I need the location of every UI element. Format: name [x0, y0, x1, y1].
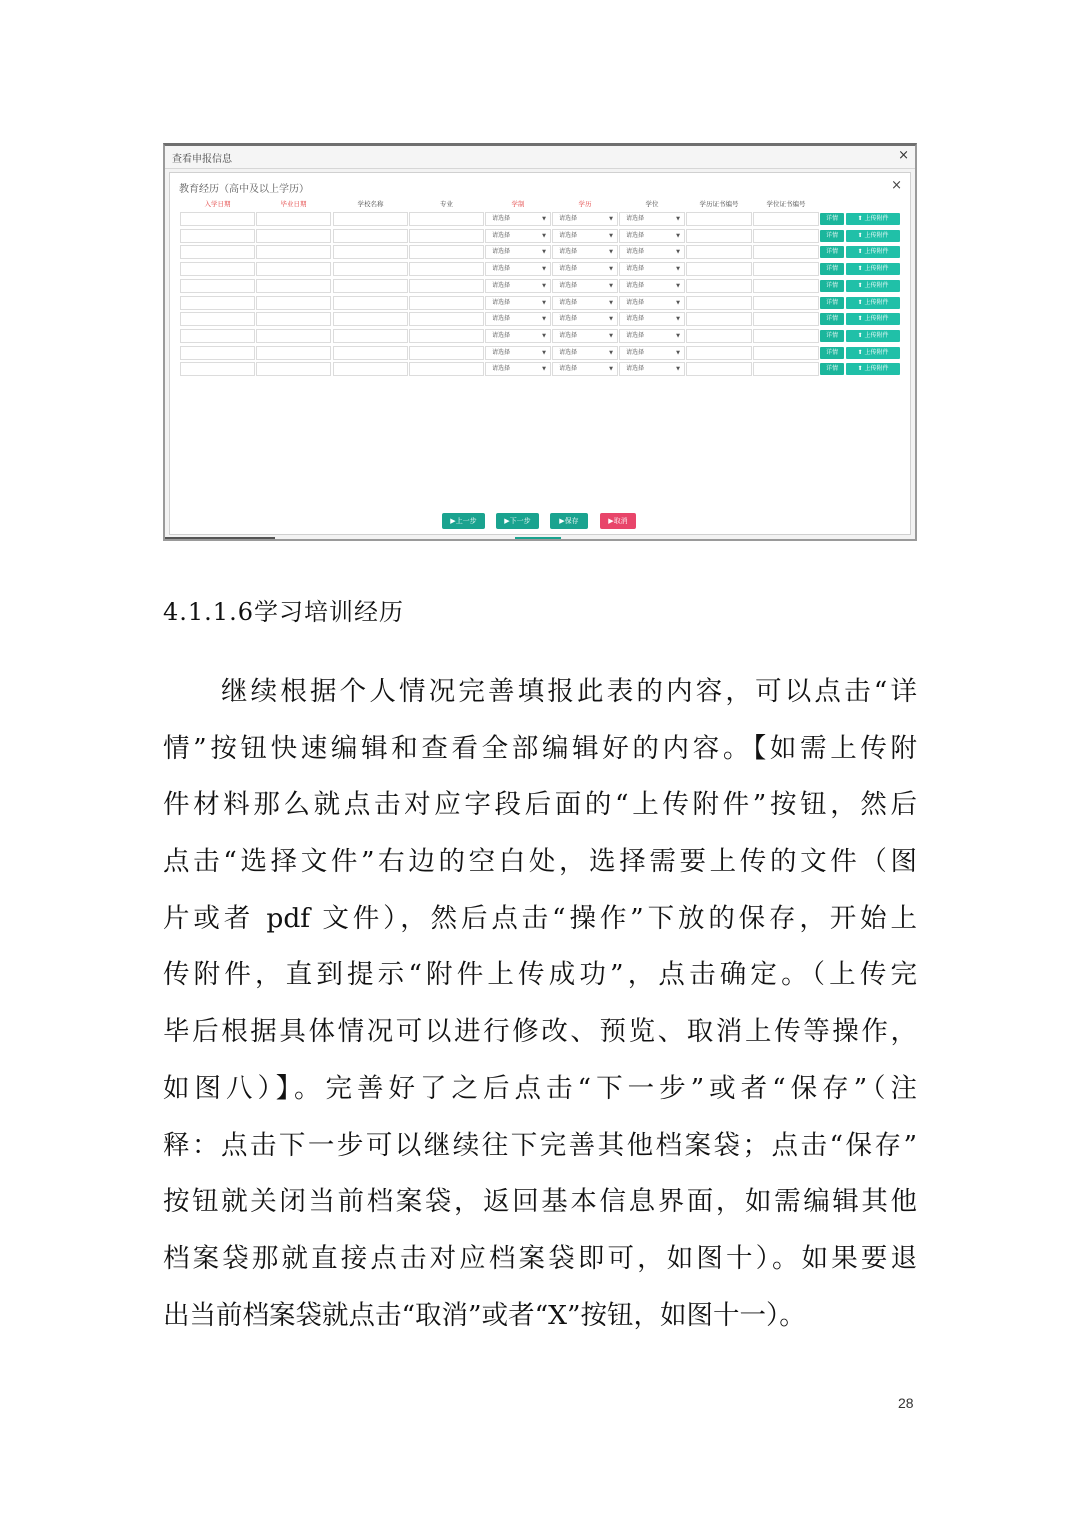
cancel-label: 取消 [613, 517, 628, 525]
upload-icon: ⬆ [857, 265, 865, 273]
table-row [180, 311, 910, 328]
select-field[interactable] [485, 346, 551, 360]
caret-down-icon: ▼ [542, 366, 546, 373]
column-header: 学历证书编号 [699, 200, 739, 208]
select-field[interactable] [619, 212, 685, 226]
screenshot-figure [163, 143, 917, 541]
text-field[interactable] [409, 362, 484, 376]
text-field[interactable] [180, 329, 255, 343]
select-field[interactable] [552, 245, 618, 259]
caret-down-icon: ▼ [542, 349, 546, 356]
scroll-indicator-accent [515, 537, 561, 539]
upload-attachment-button[interactable] [846, 313, 900, 325]
text-field[interactable] [686, 296, 752, 310]
select-field[interactable] [552, 362, 618, 376]
caret-down-icon: ▼ [609, 316, 613, 323]
upload-label: 上传附件 [864, 365, 889, 373]
detail-button[interactable]: 详情 [820, 363, 844, 375]
text-field[interactable] [256, 362, 331, 376]
caret-down-icon: ▼ [609, 332, 613, 339]
text-field[interactable] [333, 329, 408, 343]
cancel-button[interactable]: ▶取消 [600, 513, 636, 529]
select-value: 请选择 [492, 265, 511, 273]
text-field[interactable] [686, 312, 752, 326]
upload-attachment-button[interactable] [846, 246, 900, 258]
upload-attachment-button[interactable] [846, 213, 900, 225]
table-row [180, 211, 910, 228]
text-field[interactable] [686, 279, 752, 293]
select-field[interactable] [485, 296, 551, 310]
upload-icon: ⬆ [857, 231, 865, 239]
select-value: 请选择 [492, 281, 511, 289]
next-step-button[interactable]: ▶下一步 [496, 513, 539, 529]
upload-attachment-button[interactable] [846, 330, 900, 342]
caret-down-icon: ▼ [609, 366, 613, 373]
select-value: 请选择 [559, 298, 578, 306]
caret-down-icon: ▼ [542, 216, 546, 222]
text-field[interactable] [753, 362, 819, 376]
text-field[interactable] [333, 279, 408, 293]
select-value: 请选择 [559, 231, 578, 239]
detail-button[interactable]: 详情 [820, 280, 844, 292]
caret-down-icon: ▼ [609, 232, 613, 239]
detail-button[interactable]: 详情 [820, 263, 844, 275]
text-field[interactable] [256, 296, 331, 310]
caret-down-icon: ▼ [609, 349, 613, 356]
table-row [180, 345, 910, 362]
text-field[interactable] [333, 296, 408, 310]
select-value: 请选择 [626, 265, 645, 273]
text-field[interactable] [256, 346, 331, 360]
select-field[interactable] [619, 245, 685, 259]
select-value: 请选择 [626, 248, 645, 256]
text-field[interactable] [256, 262, 331, 276]
upload-attachment-button[interactable] [846, 363, 900, 375]
select-field[interactable] [485, 245, 551, 259]
detail-button[interactable]: 详情 [820, 297, 844, 309]
page-number: 28 [898, 1395, 914, 1411]
text-field[interactable] [409, 229, 484, 243]
caret-down-icon: ▼ [609, 216, 613, 222]
text-field[interactable] [333, 212, 408, 226]
text-field[interactable] [753, 312, 819, 326]
select-value: 请选择 [626, 281, 645, 289]
detail-button[interactable]: 详情 [820, 246, 844, 258]
text-field[interactable] [180, 245, 255, 259]
table-row [180, 361, 910, 378]
upload-icon: ⬆ [857, 281, 865, 289]
select-field[interactable] [485, 362, 551, 376]
select-field[interactable] [619, 279, 685, 293]
text-field[interactable] [333, 245, 408, 259]
text-field[interactable] [409, 212, 484, 226]
text-field[interactable] [686, 229, 752, 243]
select-value: 请选择 [492, 348, 511, 356]
caret-down-icon: ▼ [676, 366, 680, 373]
select-value: 请选择 [559, 365, 578, 373]
select-value: 请选择 [559, 315, 578, 323]
text-field[interactable] [409, 346, 484, 360]
caret-down-icon: ▼ [542, 266, 546, 273]
text-field[interactable] [409, 279, 484, 293]
caret-down-icon: ▼ [676, 282, 680, 289]
upload-label: 上传附件 [864, 348, 889, 356]
caret-down-icon: ▼ [542, 316, 546, 323]
text-field[interactable] [180, 346, 255, 360]
select-value: 请选择 [559, 348, 578, 356]
caret-down-icon: ▼ [676, 316, 680, 323]
text-field[interactable] [686, 362, 752, 376]
text-field[interactable] [333, 229, 408, 243]
text-field[interactable] [256, 279, 331, 293]
select-value: 请选择 [492, 248, 511, 256]
select-value: 请选择 [492, 365, 511, 373]
select-value: 请选择 [559, 331, 578, 339]
table-row [180, 328, 910, 345]
paragraph-line: 传附件，直到提示“附件上传成功”，点击确定。（上传完 [163, 959, 917, 991]
upload-attachment-button[interactable] [846, 280, 900, 292]
upload-attachment-button[interactable] [846, 263, 900, 275]
caret-down-icon: ▼ [542, 232, 546, 239]
caret-down-icon: ▼ [542, 332, 546, 339]
select-value: 请选择 [559, 265, 578, 273]
select-field[interactable] [552, 346, 618, 360]
text-field[interactable] [180, 312, 255, 326]
prev-step-button[interactable]: ▶上一步 [442, 513, 485, 529]
upload-attachment-button[interactable] [846, 297, 900, 309]
detail-button[interactable]: 详情 [820, 213, 844, 225]
save-button[interactable]: ▶保存 [550, 513, 588, 529]
select-value: 请选择 [492, 315, 511, 323]
select-field[interactable] [552, 329, 618, 343]
upload-label: 上传附件 [864, 265, 889, 273]
prev-step-label: 上一步 [455, 517, 477, 525]
select-field[interactable] [485, 229, 551, 243]
table-row [180, 295, 910, 312]
upload-icon: ⬆ [857, 348, 865, 356]
caret-down-icon: ▼ [609, 282, 613, 289]
select-field[interactable] [619, 346, 685, 360]
upload-icon: ⬆ [857, 215, 865, 222]
upload-attachment-button[interactable] [846, 347, 900, 359]
select-field[interactable] [619, 229, 685, 243]
text-field[interactable] [686, 262, 752, 276]
select-field[interactable] [552, 212, 618, 226]
select-value: 请选择 [626, 298, 645, 306]
text-field[interactable] [333, 262, 408, 276]
text-field[interactable] [753, 229, 819, 243]
upload-icon: ⬆ [857, 315, 865, 323]
upload-label: 上传附件 [864, 231, 889, 239]
section-heading: 4.1.1.6学习培训经历 [163, 598, 404, 626]
table-row [180, 278, 910, 295]
paragraph-line: 释：点击下一步可以继续往下完善其他档案袋；点击“保存” [163, 1129, 917, 1161]
table-row [180, 261, 910, 278]
panel-close-icon[interactable]: × [891, 178, 902, 193]
select-value: 请选择 [626, 365, 645, 373]
column-header: 学制 [511, 200, 525, 208]
select-field[interactable] [552, 279, 618, 293]
action-bar [170, 513, 910, 529]
caret-down-icon: ▼ [542, 249, 546, 256]
text-field[interactable] [753, 329, 819, 343]
column-header: 学位证书编号 [766, 200, 806, 208]
upload-label: 上传附件 [864, 215, 889, 222]
select-value: 请选择 [492, 215, 511, 222]
text-field[interactable] [180, 262, 255, 276]
select-field[interactable] [619, 362, 685, 376]
dialog-close-icon[interactable]: × [898, 148, 909, 163]
select-field[interactable] [619, 312, 685, 326]
text-field[interactable] [753, 262, 819, 276]
select-value: 请选择 [626, 331, 645, 339]
text-field[interactable] [256, 212, 331, 226]
table-row [180, 228, 910, 245]
paragraph-line: 片或者 pdf 文件），然后点击“操作”下放的保存，开始上 [163, 902, 917, 934]
upload-label: 上传附件 [864, 315, 889, 323]
select-field[interactable] [552, 229, 618, 243]
upload-attachment-button[interactable] [846, 230, 900, 242]
table-row [180, 244, 910, 261]
upload-label: 上传附件 [864, 248, 889, 256]
text-field[interactable] [409, 262, 484, 276]
caret-down-icon: ▼ [676, 299, 680, 306]
select-value: 请选择 [559, 215, 578, 222]
paragraph-line: 毕后根据具体情况可以进行修改、预览、取消上传等操作， [163, 1016, 917, 1048]
select-field[interactable] [619, 262, 685, 276]
caret-down-icon: ▼ [676, 266, 680, 273]
select-value: 请选择 [492, 231, 511, 239]
select-value: 请选择 [492, 331, 511, 339]
detail-button[interactable]: 详情 [820, 313, 844, 325]
text-field[interactable] [180, 296, 255, 310]
text-field[interactable] [753, 296, 819, 310]
panel-title: 教育经历（高中及以上学历） [179, 184, 309, 195]
scroll-indicator [165, 537, 275, 539]
text-field[interactable] [333, 312, 408, 326]
text-field[interactable] [686, 245, 752, 259]
select-field[interactable] [485, 329, 551, 343]
select-value: 请选择 [492, 298, 511, 306]
text-field[interactable] [409, 329, 484, 343]
body-paragraph [163, 672, 917, 1352]
detail-button[interactable]: 详情 [820, 347, 844, 359]
select-field[interactable] [619, 296, 685, 310]
text-field[interactable] [753, 212, 819, 226]
text-field[interactable] [409, 245, 484, 259]
select-value: 请选择 [626, 348, 645, 356]
text-field[interactable] [256, 229, 331, 243]
caret-down-icon: ▼ [542, 299, 546, 306]
upload-label: 上传附件 [864, 281, 889, 289]
next-step-label: 下一步 [509, 517, 531, 525]
paragraph-line: 情”按钮快速编辑和查看全部编辑好的内容。【如需上传附 [163, 732, 917, 764]
caret-down-icon: ▼ [676, 216, 680, 222]
dialog-title: 查看申报信息 [172, 154, 232, 165]
select-field[interactable] [552, 312, 618, 326]
detail-button[interactable]: 详情 [820, 230, 844, 242]
education-panel [169, 172, 911, 535]
column-header: 学位 [645, 200, 659, 208]
column-header: 入学日期 [204, 200, 231, 208]
select-value: 请选择 [626, 315, 645, 323]
caret-down-icon: ▼ [609, 266, 613, 273]
caret-down-icon: ▼ [676, 349, 680, 356]
paragraph-line: 出当前档案袋就点击“取消”或者“X”按钮，如图十一）。 [163, 1299, 806, 1331]
caret-down-icon: ▼ [609, 299, 613, 306]
text-field[interactable] [256, 329, 331, 343]
caret-down-icon: ▼ [676, 249, 680, 256]
text-field[interactable] [686, 329, 752, 343]
caret-down-icon: ▼ [609, 249, 613, 256]
upload-icon: ⬆ [857, 248, 865, 256]
select-value: 请选择 [559, 248, 578, 256]
text-field[interactable] [256, 245, 331, 259]
upload-icon: ⬆ [857, 331, 865, 339]
text-field[interactable] [686, 212, 752, 226]
text-field[interactable] [753, 279, 819, 293]
column-header: 毕业日期 [280, 200, 307, 208]
paragraph-line: 按钮就关闭当前档案袋，返回基本信息界面，如需编辑其他 [163, 1186, 917, 1218]
caret-down-icon: ▼ [676, 332, 680, 339]
select-value: 请选择 [626, 231, 645, 239]
caret-down-icon: ▼ [676, 232, 680, 239]
select-value: 请选择 [559, 281, 578, 289]
column-header: 专业 [440, 200, 453, 208]
upload-icon: ⬆ [857, 365, 865, 373]
select-field[interactable] [552, 262, 618, 276]
text-field[interactable] [180, 279, 255, 293]
detail-button[interactable]: 详情 [820, 330, 844, 342]
column-header: 学历 [578, 200, 592, 208]
select-field[interactable] [485, 312, 551, 326]
upload-label: 上传附件 [864, 298, 889, 306]
dialog-titlebar [165, 146, 915, 169]
text-field[interactable] [333, 362, 408, 376]
text-field[interactable] [753, 245, 819, 259]
upload-label: 上传附件 [864, 331, 889, 339]
select-field[interactable] [485, 279, 551, 293]
text-field[interactable] [180, 212, 255, 226]
select-field[interactable] [485, 212, 551, 226]
paragraph-line: 点击“选择文件”右边的空白处，选择需要上传的文件（图 [163, 846, 917, 878]
text-field[interactable] [686, 346, 752, 360]
text-field[interactable] [180, 362, 255, 376]
paragraph-line: 继续根据个人情况完善填报此表的内容，可以点击“详 [221, 676, 917, 707]
text-field[interactable] [753, 346, 819, 360]
column-header: 学校名称 [357, 200, 384, 208]
select-field[interactable] [552, 296, 618, 310]
text-field[interactable] [256, 312, 331, 326]
caret-down-icon: ▼ [542, 282, 546, 289]
paragraph-line: 件材料那么就点击对应字段后面的“上传附件”按钮，然后 [163, 789, 917, 821]
paragraph-line: 如图八）】。完善好了之后点击“下一步”或者“保存”（注 [163, 1072, 917, 1104]
save-label: 保存 [564, 517, 579, 525]
text-field[interactable] [333, 346, 408, 360]
upload-icon: ⬆ [857, 298, 865, 306]
select-field[interactable] [485, 262, 551, 276]
text-field[interactable] [409, 296, 484, 310]
text-field[interactable] [180, 229, 255, 243]
paragraph-line: 档案袋那就直接点击对应档案袋即可，如图十）。如果要退 [163, 1242, 917, 1274]
text-field[interactable] [409, 312, 484, 326]
select-value: 请选择 [626, 215, 645, 222]
select-field[interactable] [619, 329, 685, 343]
